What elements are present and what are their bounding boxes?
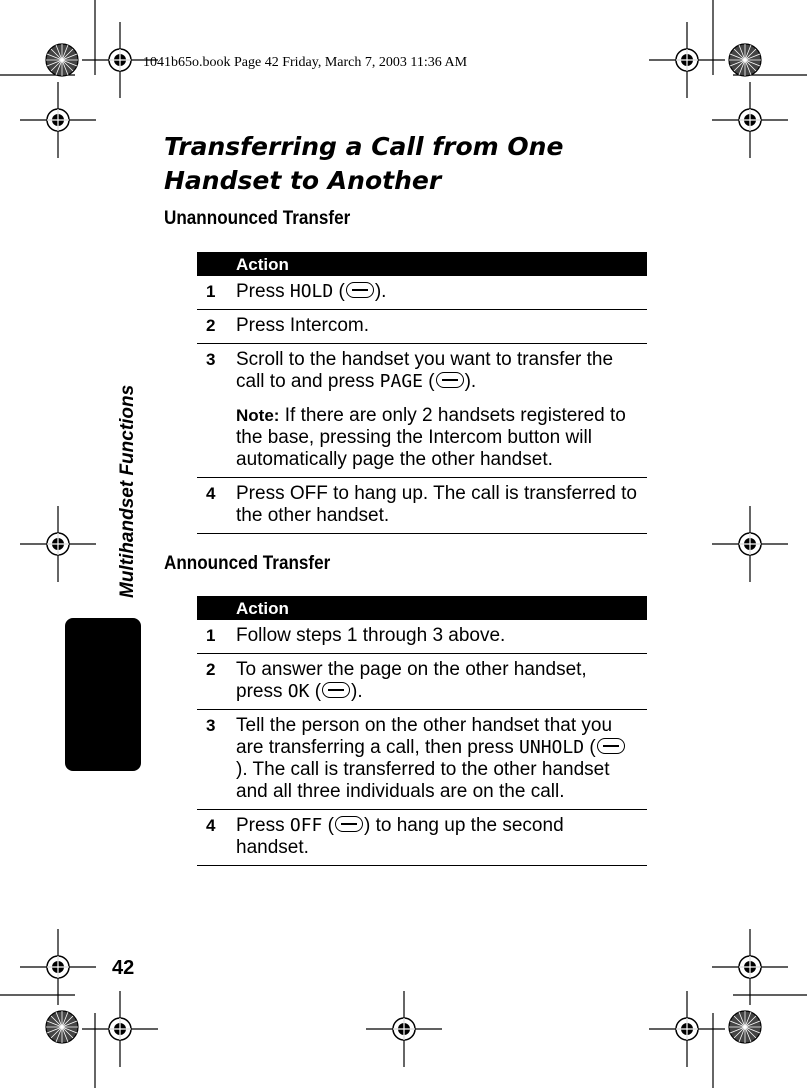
- softkey-label: UNHOLD: [519, 737, 585, 758]
- step-number: 4: [206, 816, 216, 835]
- softkey-icon: [597, 738, 625, 754]
- announced-heading: Announced Transfer: [164, 553, 331, 574]
- step-text: ).: [374, 281, 387, 302]
- page-number: 42: [112, 957, 135, 979]
- page-title-line-2: Handset to Another: [164, 166, 442, 195]
- unannounced-heading: Unannounced Transfer: [164, 208, 351, 229]
- step-text: Press: [236, 815, 290, 836]
- announced-table: [197, 596, 647, 866]
- table-row: 3 Tell the person on the other handset that you are transferring a call, then press UNHOLD (). The call is transferred to the other handset and all three individuals are on the call.: [197, 710, 647, 810]
- side-section-label: Multihandset Functions: [117, 384, 138, 598]
- softkey-label: OK: [287, 681, 310, 702]
- step-number: 4: [206, 484, 216, 503]
- step-number: 2: [206, 660, 216, 679]
- softkey-icon: [346, 282, 374, 298]
- step-number: 3: [206, 716, 216, 735]
- step-text: Press Intercom.: [236, 315, 370, 336]
- step-text: Tell the person on the other handset that you are transferring a call, then press: [236, 715, 613, 758]
- page-title-line-1: Transferring a Call from One: [164, 132, 564, 161]
- step-number: 2: [206, 316, 216, 335]
- table-row: 4 Press OFF ( ) to hang up the second handset.: [197, 810, 647, 866]
- note-text: If there are only 2 handsets registered to the base, pressing the Intercom button will automatically page the other handset.: [236, 405, 626, 470]
- step-text: ) to hang up the second handset.: [236, 815, 564, 858]
- step-number: 1: [206, 282, 216, 301]
- side-tab-block: [65, 618, 141, 771]
- softkey-icon: [335, 816, 363, 832]
- note-label: Note:: [236, 406, 280, 425]
- announced-column-header: Action: [197, 596, 647, 620]
- step-text: ). The call is transferred to the other handset and all three individuals are on the call.: [236, 759, 610, 802]
- step-text: Press OFF to hang up. The call is transferred to the other handset.: [236, 483, 637, 526]
- step-text: ).: [351, 681, 363, 702]
- softkey-label: OFF: [289, 815, 323, 836]
- table-row: [197, 620, 647, 654]
- softkey-label: HOLD: [289, 281, 334, 302]
- step-text: ).: [464, 371, 477, 392]
- table-row: 3 Scroll to the handset you want to transfer the call to and press PAGE ( ). Note: If there are only 2 handsets registered to the base, pressing the Intercom button will automatically page the other handset.: [197, 344, 647, 478]
- page-title: [164, 130, 563, 198]
- unannounced-table: [197, 252, 647, 534]
- softkey-icon: [436, 372, 464, 388]
- table-row: [197, 478, 647, 534]
- softkey-icon: [322, 682, 350, 698]
- table-row: [197, 310, 647, 344]
- note: [236, 405, 637, 471]
- step-number: 3: [206, 350, 216, 369]
- step-text: Scroll to the handset you want to transfer the call to and press: [236, 349, 614, 392]
- print-header: 1041b65o.book Page 42 Friday, March 7, 2003 11:36 AM: [143, 55, 468, 70]
- step-text: To answer the page on the other handset, press: [236, 659, 587, 702]
- table-row: 2 To answer the page on the other handset, press OK ( ).: [197, 654, 647, 710]
- step-number: 1: [206, 626, 216, 645]
- step-text: Press: [236, 281, 290, 302]
- unannounced-column-header: Action: [197, 252, 647, 276]
- table-row: 1 Press HOLD ( ).: [197, 276, 647, 310]
- step-text: Follow steps 1 through 3 above.: [236, 625, 506, 646]
- softkey-label: PAGE: [379, 371, 423, 392]
